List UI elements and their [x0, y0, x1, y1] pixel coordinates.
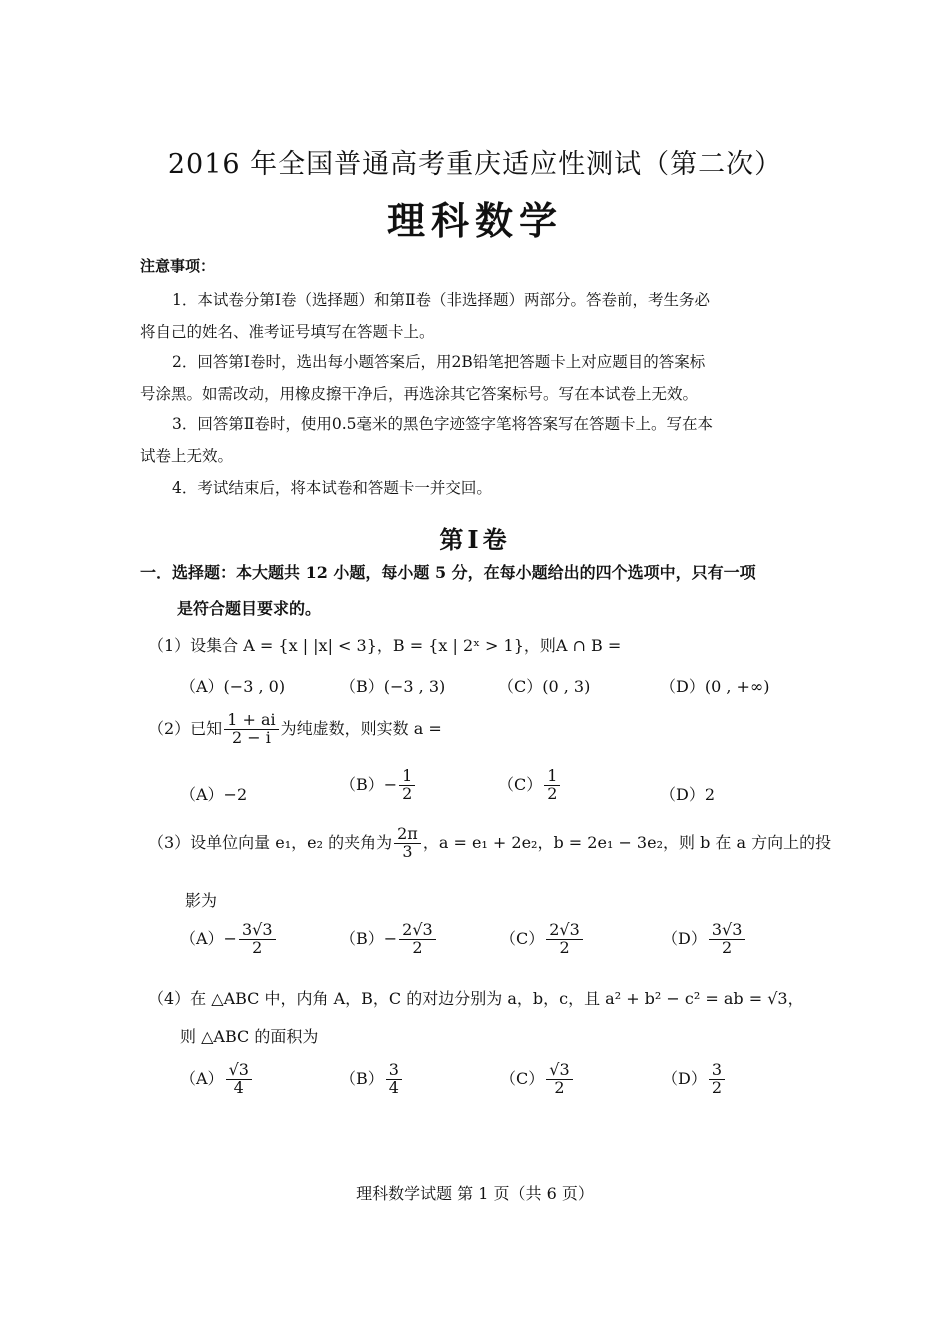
question-2-stem: [148, 712, 442, 747]
question-3-option-d-fraction: [709, 922, 746, 957]
question-2-option-b: [340, 768, 417, 803]
question-4-option-a-numerator: √3: [226, 1062, 252, 1080]
question-3-option-b-numerator: 2√3: [399, 922, 436, 940]
subject-title: 理科数学: [386, 198, 563, 243]
question-2-option-c-numerator: 1: [544, 768, 560, 786]
question-3-option-c-fraction: [546, 922, 583, 957]
notice-item-4: 4．考试结束后，将本试卷和答题卡一并交回。: [172, 479, 492, 497]
question-2-option-c-denominator: 2: [547, 783, 558, 803]
question-2-option-b-fraction: [399, 768, 415, 803]
question-2-suffix: 为纯虚数，则实数 a =: [280, 718, 442, 738]
question-2-option-b-denominator: 2: [402, 783, 413, 803]
question-3-denominator: 3: [402, 841, 413, 861]
notice-item-3-cont: 试卷上无效。: [140, 447, 234, 465]
question-1-option-d: （D）(0 , +∞): [660, 677, 770, 696]
notice-item-3: 3．回答第Ⅱ卷时，使用0.5毫米的黑色字迹签字笔将答案写在答题卡上。写在本: [172, 415, 714, 433]
question-3-option-b-label: （B）−: [340, 928, 398, 948]
question-3-suffix: ，a = e₁ + 2e₂，b = 2e₁ − 3e₂，则 b 在 a 方向上的投: [422, 832, 832, 852]
question-4-option-c-numerator: √3: [546, 1062, 572, 1080]
question-4-stem: （4）在 △ABC 中，内角 A，B，C 的对边分别为 a，b，c，且 a² + b² − c² = ab = √3，: [148, 989, 804, 1008]
question-1-option-a: （A）(−3 , 0): [180, 677, 286, 696]
part-heading-cont: 是符合题目要求的。: [177, 599, 322, 618]
page-footer: 理科数学试题 第 1 页（共 6 页）: [356, 1184, 594, 1203]
question-3-option-a-label: （A）−: [180, 928, 237, 948]
question-4-option-d-numerator: 3: [709, 1062, 725, 1080]
question-4-option-c: [500, 1062, 575, 1097]
question-1-option-c: （C）(0 , 3): [498, 677, 591, 696]
question-3-option-b: [340, 922, 438, 957]
question-1-option-b: （B）(−3 , 3): [340, 677, 446, 696]
notice-item-2: 2．回答第Ⅰ卷时，选出每小题答案后，用2B铅笔把答题卡上对应题目的答案标: [172, 353, 706, 371]
question-3-numerator: 2π: [394, 826, 421, 844]
question-2-option-b-numerator: 1: [399, 768, 415, 786]
question-3-option-c: [500, 922, 585, 957]
question-3-option-d-label: （D）: [662, 928, 707, 948]
question-2-denominator: 2 − i: [231, 727, 271, 747]
question-3-option-c-denominator: 2: [559, 937, 570, 957]
question-4-option-d-label: （D）: [662, 1068, 707, 1088]
section-title: 第Ⅰ卷: [439, 525, 511, 554]
question-4-option-a-denominator: 4: [233, 1077, 244, 1097]
question-3-option-d-numerator: 3√3: [709, 922, 746, 940]
question-1-stem: （1）设集合 A = {x | |x| < 3}，B = {x | 2ˣ > 1}，则A ∩ B =: [148, 636, 622, 655]
question-3-option-b-fraction: [399, 922, 436, 957]
question-2-option-c-label: （C）: [498, 774, 543, 794]
question-3-stem: [148, 826, 831, 861]
question-4-option-d-fraction: [709, 1062, 725, 1097]
question-4-option-b-label: （B）: [340, 1068, 384, 1088]
question-4-stem-cont: 则 △ABC 的面积为: [180, 1027, 319, 1046]
question-2-option-a: （A）−2: [180, 785, 248, 804]
question-3-fraction: [394, 826, 421, 861]
notice-item-2-cont: 号涂黑。如需改动，用橡皮擦干净后，再选涂其它答案标号。写在本试卷上无效。: [140, 385, 699, 403]
question-4-option-d-denominator: 2: [711, 1077, 723, 1097]
question-4-option-b-denominator: 4: [388, 1077, 399, 1097]
notice-item-1-cont: 将自己的姓名、准考证号填写在答题卡上。: [140, 323, 435, 341]
question-2-prefix: （2）已知: [148, 718, 223, 738]
question-2-option-b-label: （B）−: [340, 774, 398, 794]
question-3-option-c-numerator: 2√3: [546, 922, 583, 940]
notice-item-1: 1．本试卷分第Ⅰ卷（选择题）和第Ⅱ卷（非选择题）两部分。答卷前，考生务必: [172, 291, 711, 309]
question-4-option-a-fraction: [226, 1062, 252, 1097]
question-4-option-d: [662, 1062, 727, 1097]
question-3-option-c-label: （C）: [500, 928, 545, 948]
part-heading: 一．选择题：本大题共 12 小题，每小题 5 分，在每小题给出的四个选项中，只有一项: [140, 563, 756, 582]
question-3-option-b-denominator: 2: [412, 937, 423, 957]
question-3-option-a-numerator: 3√3: [239, 922, 276, 940]
question-3-option-d-denominator: 2: [722, 937, 733, 957]
question-4-option-b: [340, 1062, 404, 1097]
question-3-option-a: [180, 922, 278, 957]
question-4-option-b-fraction: [386, 1062, 402, 1097]
question-3-prefix: （3）设单位向量 e₁，e₂ 的夹角为: [148, 832, 393, 852]
question-3-option-a-denominator: 2: [252, 937, 263, 957]
question-4-option-c-denominator: 2: [554, 1077, 565, 1097]
question-3-stem-cont: 影为: [185, 891, 218, 910]
question-4-option-a-label: （A）: [180, 1068, 224, 1088]
question-2-numerator: 1 + ai: [224, 712, 278, 730]
question-3-option-a-fraction: [239, 922, 276, 957]
question-2-option-c: [498, 768, 562, 803]
question-2-option-c-fraction: [544, 768, 560, 803]
question-4-option-c-fraction: [546, 1062, 572, 1097]
question-2-fraction: [224, 712, 278, 747]
exam-title: 2016 年全国普通高考重庆适应性测试（第二次）: [167, 149, 783, 180]
question-2-option-d: （D）2: [660, 785, 716, 804]
notice-heading: 注意事项：: [140, 257, 216, 275]
question-4-option-c-label: （C）: [500, 1068, 545, 1088]
question-4-option-a: [180, 1062, 254, 1097]
question-4-option-b-numerator: 3: [386, 1062, 402, 1080]
question-3-option-d: [662, 922, 747, 957]
